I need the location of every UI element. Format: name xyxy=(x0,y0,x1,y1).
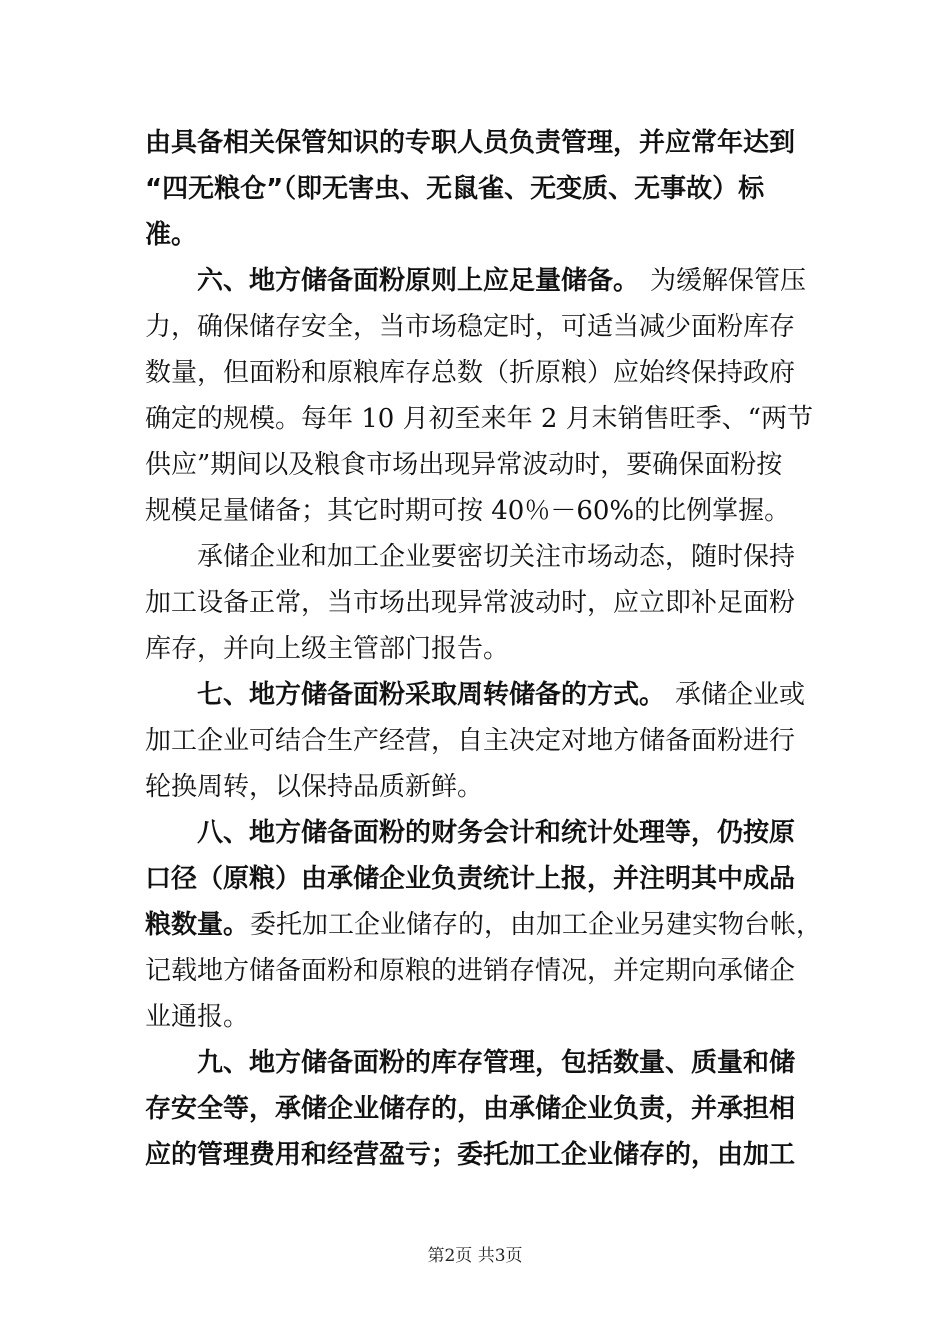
section-heading: 口径（原粮）由承储企业负责统计上报，并注明其中成品 xyxy=(145,864,796,894)
paragraph-text: 加工企业可结合生产经营，自主决定对地方储备面粉进行 xyxy=(145,726,796,756)
text-line xyxy=(0,1132,950,1178)
section-heading: 六、地方储备面粉原则上应足量储备。 xyxy=(197,266,640,296)
text-line xyxy=(0,672,950,718)
section-heading: 粮数量。 xyxy=(145,910,250,940)
paragraph-text: 准。 xyxy=(145,220,198,250)
paragraph-text: 力，确保储存安全，当市场稳定时，可适当减少面粉库存 xyxy=(145,312,796,342)
text-line xyxy=(0,304,950,350)
paragraph-text: 承储企业和加工企业要密切关注市场动态，随时保持 xyxy=(197,542,796,572)
text-line xyxy=(0,120,950,166)
section-heading: 八、地方储备面粉的财务会计和统计处理等，仍按原 xyxy=(197,818,796,848)
text-line xyxy=(0,856,950,902)
text-line xyxy=(0,718,950,764)
section-heading: 应的管理费用和经营盈亏；委托加工企业储存的，由加工 xyxy=(145,1140,796,1170)
text-line xyxy=(0,1086,950,1132)
text-line xyxy=(0,212,950,258)
section-heading: 存安全等，承储企业储存的，由承储企业负责，并承担相 xyxy=(145,1094,796,1124)
section-heading: 七、地方储备面粉采取周转储备的方式。 xyxy=(197,680,666,710)
text-line xyxy=(0,488,950,534)
paragraph-text: “四无粮仓”（即无害虫、无鼠雀、无变质、无事故）标 xyxy=(145,174,765,204)
text-line xyxy=(0,166,950,212)
paragraph-text: 记载地方储备面粉和原粮的进销存情况，并定期向承储企 xyxy=(145,956,796,986)
text-line xyxy=(0,994,950,1040)
section-heading: 九、地方储备面粉的库存管理，包括数量、质量和储 xyxy=(197,1048,796,1078)
text-line xyxy=(0,1040,950,1086)
paragraph-text: 确定的规模。每年 10 月初至来年 2 月末销售旺季、“两节 xyxy=(145,404,813,434)
text-line xyxy=(0,948,950,994)
text-line xyxy=(0,258,950,304)
text-line xyxy=(0,764,950,810)
paragraph-text: 数量，但面粉和原粮库存总数（折原粮）应始终保持政府 xyxy=(145,358,796,388)
page-number: 第2页 共3页 xyxy=(427,1246,523,1266)
text-line xyxy=(0,902,950,948)
paragraph-text: 轮换周转，以保持品质新鲜。 xyxy=(145,772,484,802)
text-line xyxy=(0,810,950,856)
text-line xyxy=(0,350,950,396)
paragraph-text: 业通报。 xyxy=(145,1002,250,1032)
paragraph-text: 由具备相关保管知识的专职人员负责管理，并应常年达到 xyxy=(145,128,796,158)
paragraph-text: 库存，并向上级主管部门报告。 xyxy=(145,634,510,664)
paragraph-text: 承储企业或 xyxy=(675,680,806,710)
paragraph-text: 规模足量储备；其它时期可按 40％－60%的比例掌握。 xyxy=(145,496,791,526)
paragraph-text: 为缓解保管压 xyxy=(650,266,807,296)
text-line xyxy=(0,442,950,488)
paragraph-text: 委托加工企业储存的，由加工企业另建实物台帐， xyxy=(250,910,823,940)
text-line xyxy=(0,534,950,580)
text-line xyxy=(0,396,950,442)
text-line xyxy=(0,626,950,672)
paragraph-text: 供应”期间以及粮食市场出现异常波动时，要确保面粉按 xyxy=(145,450,783,480)
paragraph-text: 加工设备正常，当市场出现异常波动时，应立即补足面粉 xyxy=(145,588,796,618)
text-line xyxy=(0,580,950,626)
